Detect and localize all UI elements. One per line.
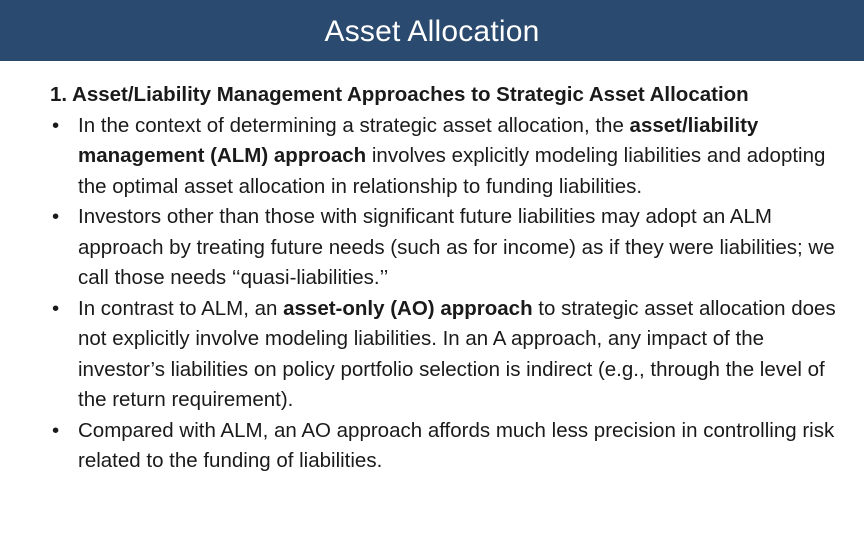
bullet-text: Investors other than those with significant future liabilities may adopt an ALM approach by treating future needs (such as for income) as if they were liabilities; we call those needs ‘‘quasi-liabilities.’’ bbox=[78, 205, 835, 289]
bullet-text: involves explicitly modeling liabilities and adopting the optimal asset allocation in relationship to funding liabilities. bbox=[78, 144, 826, 198]
bullet-text: to strategic asset allocation does not explicitly involve modeling liabilities. In an A approach, any impact of the investor’s liabilities on policy portfolio selection is indirect (e.g., through the level of the return requirement). bbox=[78, 296, 836, 411]
slide-title: Asset Allocation bbox=[324, 14, 540, 48]
bullet-item-ao-approach bbox=[50, 294, 840, 416]
bullet-item-comparison bbox=[50, 416, 840, 477]
bullet-item-alm-approach bbox=[50, 111, 840, 203]
bullet-text: In contrast to ALM, an bbox=[78, 296, 284, 320]
bullet-item-quasi-liabilities bbox=[50, 202, 840, 294]
bullet-dot-icon: • bbox=[52, 418, 60, 442]
title-bar bbox=[0, 0, 864, 61]
bullet-term: asset/liability management (ALM) approach bbox=[78, 113, 759, 167]
section-heading: 1. Asset/Liability Management Approaches to Strategic Asset Allocation bbox=[50, 83, 749, 106]
slide-content bbox=[50, 80, 840, 477]
bullet-dot-icon: • bbox=[52, 205, 60, 228]
bullet-dot-icon: • bbox=[52, 113, 60, 137]
bullet-dot-icon: • bbox=[52, 296, 60, 320]
bullet-list bbox=[50, 111, 840, 477]
bullet-term: asset-only (AO) approach bbox=[283, 296, 533, 320]
bullet-text: Compared with ALM, an AO approach affords much less precision in controlling risk related to the funding of liabilities. bbox=[78, 418, 835, 472]
bullet-text: In the context of determining a strategic asset allocation, the bbox=[78, 113, 630, 137]
